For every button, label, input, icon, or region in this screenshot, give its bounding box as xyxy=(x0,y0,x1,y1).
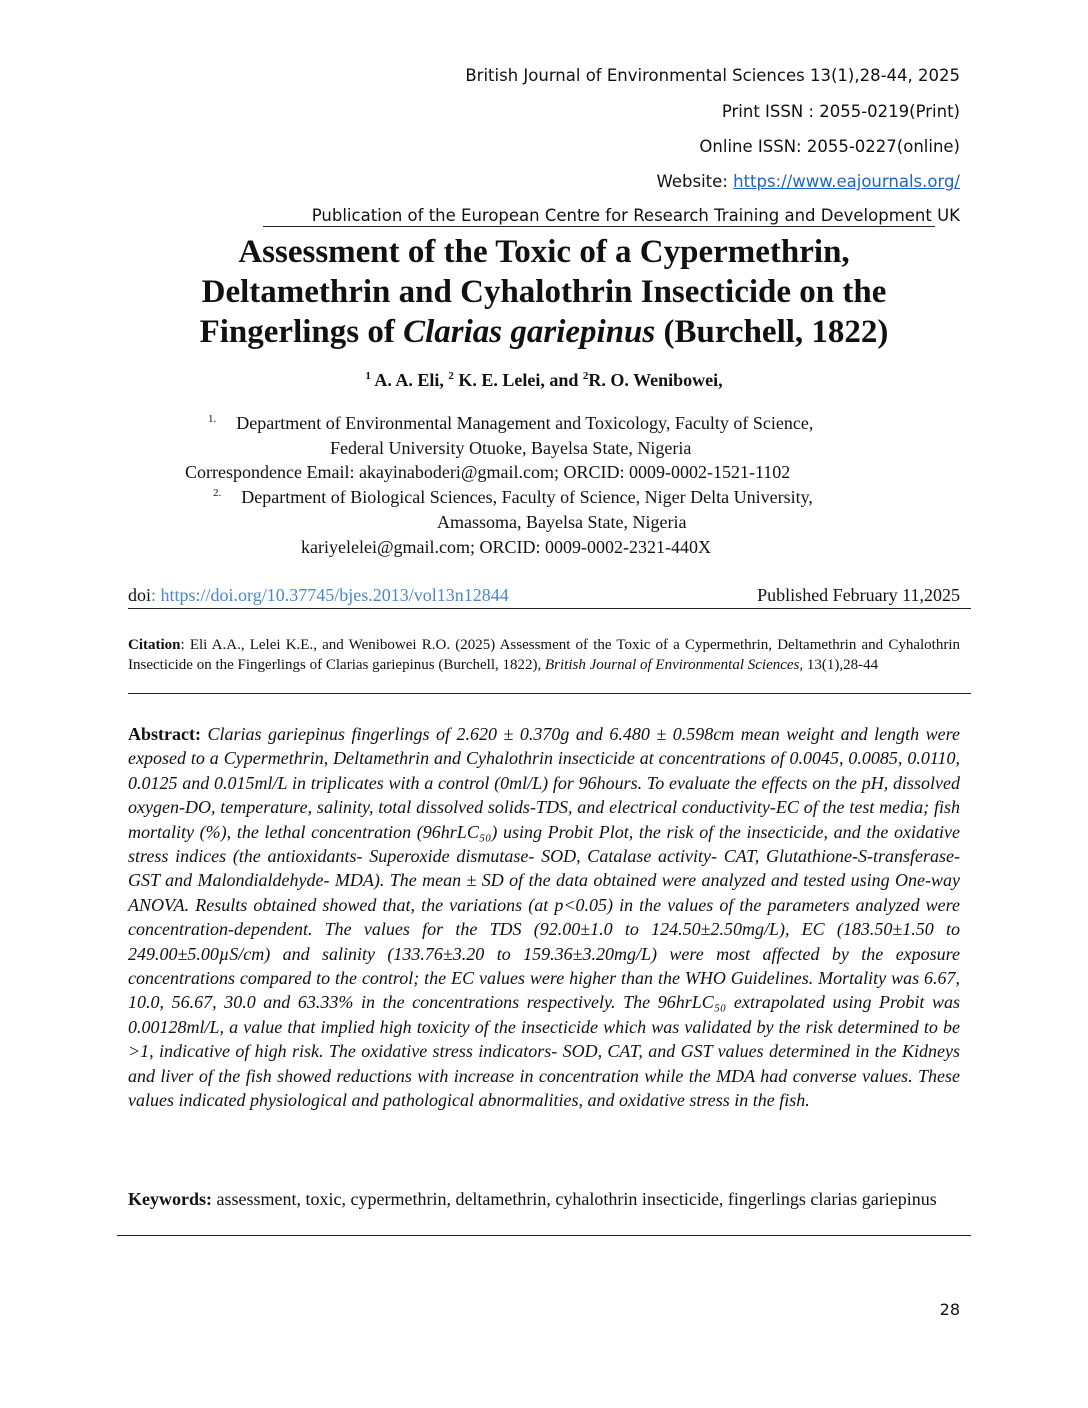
author-1: A. A. Eli, xyxy=(370,370,449,390)
print-issn: Print ISSN : 2055-0219(Print) xyxy=(721,102,960,121)
affiliation-2-mark: 2. xyxy=(213,487,222,499)
affiliation-1-line-1 xyxy=(208,413,813,434)
author-list xyxy=(0,370,1088,391)
title-line-3-prefix: Fingerlings of xyxy=(199,314,404,350)
affiliation-2-line-2: Amassoma, Bayelsa State, Nigeria xyxy=(437,512,687,532)
author-2: K. E. Lelei, and xyxy=(453,370,583,390)
title-line-3 xyxy=(0,312,1088,352)
author-3-mark: 2 xyxy=(582,370,589,382)
website-link[interactable]: https://www.eajournals.org/ xyxy=(733,172,960,191)
citation-text: : Eli A.A., Lelei K.E., and Wenibowei R.O. (2025) Assessment of the Toxic of a Cypermethrin, Deltamethrin and Cyhalothrin Insecticide on the Fingerlings of Clarias gariepinus (Burchell, 1822), xyxy=(128,637,960,673)
species-name: Clarias gariepinus xyxy=(403,314,656,350)
citation-rule xyxy=(128,693,971,694)
affiliation-1-mark: 1. xyxy=(208,413,217,425)
affiliation-2-email: kariyelelei@gmail.com; ORCID: 0009-0002-2321-440X xyxy=(301,537,712,557)
paper-title xyxy=(0,232,1088,352)
doi-rule xyxy=(128,608,971,609)
abstract-block xyxy=(128,722,960,1113)
website-line xyxy=(657,172,960,191)
doi-label: doi xyxy=(128,585,152,605)
keywords-block xyxy=(128,1188,960,1210)
journal-header: British Journal of Environmental Sciences 13(1),28-44, 2025 xyxy=(465,66,960,85)
keywords-text: assessment, toxic, cypermethrin, deltamethrin, cyhalothrin insecticide, fingerlings clarias gariepinus xyxy=(212,1189,937,1209)
website-label: Website: xyxy=(656,172,734,191)
affiliation-1-line-2: Federal University Otuoke, Bayelsa State, Nigeria xyxy=(330,438,692,458)
publisher-line: Publication of the European Centre for Research Training and Development UK xyxy=(311,206,960,225)
citation-block xyxy=(128,636,960,675)
citation-tail: , 13(1),28-44 xyxy=(799,656,879,673)
author-3: R. O. Wenibowei, xyxy=(588,370,723,390)
affiliation-1-email: Correspondence Email: akayinaboderi@gmail.com; ORCID: 0009-0002-1521-1102 xyxy=(185,462,791,482)
published-date: Published February 11,2025 xyxy=(757,585,960,605)
keywords-label: Keywords: xyxy=(128,1189,212,1209)
author-1-mark: 1 xyxy=(365,370,371,382)
title-line-2: Deltamethrin and Cyhalothrin Insecticide on the xyxy=(201,274,887,310)
affiliation-2-line-1 xyxy=(213,487,813,508)
citation-label: Citation xyxy=(128,637,181,653)
affiliation-2-text: Department of Biological Sciences, Faculty of Science, Niger Delta University, xyxy=(241,487,813,507)
doi-line xyxy=(128,585,509,606)
header-rule xyxy=(263,226,935,227)
abstract-text: Clarias gariepinus fingerlings of 2.620 ± 0.370g and 6.480 ± 0.598cm mean weight and length were exposed to a Cypermethrin, Deltamethrin and Cyhalothrin insecticide at concentrations of 0.0045, 0.0085, 0.0110, 0.0125 and 0.015ml/L in triplicates with a control (0ml/L) for 96hours. To evaluate the effects on the pH, dissolved oxygen-DO, temperature, salinity, total dissolved solids-TDS, and electrical conductivity-EC of the test media; fish mortality (%), the lethal concentration (96hrLC₅₀) using Probit Plot, the risk of the insecticide, and the oxidative stress indices (the antioxidants- Superoxide dismutase- SOD, Catalase activity- CAT, Glutathione-S-transferase- GST and Malondialdehyde- MDA). The mean ± SD of the data obtained were analyzed and tested using One-way ANOVA. Results obtained showed that, the variations (at p<0.05) in the values of the parameters analyzed were concentration-dependent. The values for the TDS (92.00±1.0 to 124.50±2.50mg/L), EC (183.50±1.50 to 249.00±5.00µS/cm) and salinity (133.76±3.20 to 159.36±3.20mg/L) were most affected by the exposure concentrations compared to the control; the EC values were higher than the WHO Guidelines. Mortality was 6.67, 10.0, 56.67, 30.0 and 63.33% in the concentrations respectively. The 96hrLC₅₀ extrapolated using Probit was 0.00128ml/L, a value that implied high toxicity of the insecticide which was validated by the risk determined to be >1, indicative of high risk. The oxidative stress indicators- SOD, CAT, and GST values determined in the Kidneys and liver of the fish showed reductions with increase in concentration while the MDA had converse values. These values indicated physiological and pathological abnormalities, and oxidative stress in the fish. xyxy=(128,724,960,1111)
author-2-mark: 2 xyxy=(448,370,454,382)
abstract-label: Abstract: xyxy=(128,724,201,744)
online-issn: Online ISSN: 2055-0227(online) xyxy=(699,137,960,156)
keywords-rule xyxy=(117,1235,971,1236)
doi-link[interactable]: : https://doi.org/10.37745/bjes.2013/vol13n12844 xyxy=(151,585,509,605)
citation-journal: British Journal of Environmental Sciences xyxy=(544,656,800,673)
title-line-1: Assessment of the Toxic of a Cypermethrin, xyxy=(238,234,850,270)
affiliation-1-text: Department of Environmental Management and Toxicology, Faculty of Science, xyxy=(236,413,814,433)
title-line-3-suffix: (Burchell, 1822) xyxy=(655,314,889,350)
page-number: 28 xyxy=(939,1300,960,1319)
